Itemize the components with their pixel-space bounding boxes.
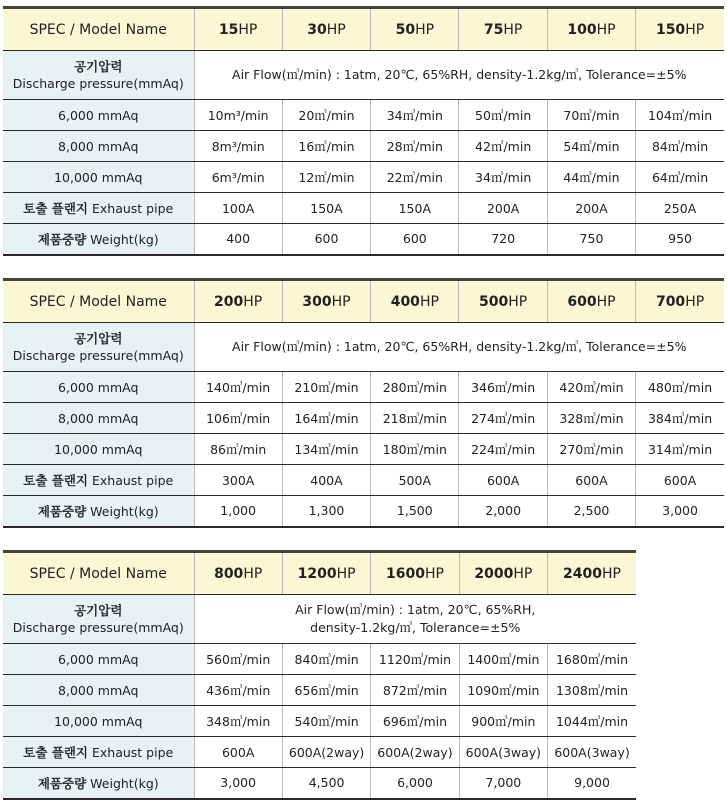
table-cell: 42㎥/min	[459, 131, 547, 162]
pressure-header-row	[3, 323, 724, 372]
pressure-label: 공기압력 Discharge pressure(mmAq)	[3, 595, 194, 644]
table-cell: 164㎥/min	[282, 403, 370, 434]
table-row	[3, 372, 724, 403]
table-cell: 270㎥/min	[547, 434, 635, 465]
table-cell: 200A	[459, 193, 547, 224]
table-cell: 600A(3way)	[548, 737, 636, 768]
table-cell: 140㎥/min	[194, 372, 282, 403]
pressure-8000-label: 8,000 mmAq	[3, 675, 194, 706]
table-cell: 10m³/min	[194, 100, 282, 131]
table-cell: 400	[194, 224, 282, 255]
table-cell: 8m³/min	[194, 131, 282, 162]
model-30hp: 30HP	[282, 8, 370, 51]
pressure-10000-label: 10,000 mmAq	[3, 434, 194, 465]
pressure-label: 공기압력 Discharge pressure(mmAq)	[3, 51, 194, 100]
table-cell: 420㎥/min	[547, 372, 635, 403]
table-row	[3, 100, 724, 131]
table-cell: 2,000	[459, 496, 547, 527]
table-cell: 34㎥/min	[459, 162, 547, 193]
table-cell: 600A	[547, 465, 635, 496]
table-cell: 656㎥/min	[282, 675, 370, 706]
table-cell: 872㎥/min	[371, 675, 459, 706]
pressure-8000-label: 8,000 mmAq	[3, 131, 194, 162]
pressure-header-row	[3, 595, 636, 644]
model-header-row	[3, 280, 724, 323]
weight-label: 제품중량 Weight(kg)	[3, 224, 194, 255]
model-200hp: 200HP	[194, 280, 282, 323]
exhaust-row	[3, 465, 724, 496]
table-cell: 384㎥/min	[636, 403, 724, 434]
table-cell: 600	[371, 224, 459, 255]
table-cell: 86㎥/min	[194, 434, 282, 465]
table-cell: 218㎥/min	[371, 403, 459, 434]
table-cell: 600A(2way)	[282, 737, 370, 768]
airflow-note: Air Flow(㎥/min) : 1atm, 20℃, 65%RH, density-1.2kg/㎥, Tolerance=±5%	[194, 51, 724, 100]
table-row	[3, 675, 636, 706]
table-cell: 6m³/min	[194, 162, 282, 193]
table-cell: 1680㎥/min	[548, 644, 636, 675]
airflow-note: Air Flow(㎥/min) : 1atm, 20℃, 65%RH, density-1.2kg/㎥, Tolerance=±5%	[194, 323, 724, 372]
pressure-8000-label: 8,000 mmAq	[3, 403, 194, 434]
table-cell: 150A	[282, 193, 370, 224]
table-cell: 224㎥/min	[459, 434, 547, 465]
table-cell: 400A	[282, 465, 370, 496]
table-cell: 750	[547, 224, 635, 255]
table-cell: 300A	[194, 465, 282, 496]
table-cell: 840㎥/min	[282, 644, 370, 675]
table-cell: 540㎥/min	[282, 706, 370, 737]
table-cell: 70㎥/min	[547, 100, 635, 131]
table-row	[3, 706, 636, 737]
table-cell: 600A	[636, 465, 724, 496]
table-cell: 106㎥/min	[194, 403, 282, 434]
table-cell: 3,000	[194, 768, 282, 799]
table-row	[3, 434, 724, 465]
spec-model-label: SPEC / Model Name	[3, 280, 194, 323]
table-cell: 34㎥/min	[371, 100, 459, 131]
model-15hp: 15HP	[194, 8, 282, 51]
table-cell: 16㎥/min	[282, 131, 370, 162]
table-row	[3, 131, 724, 162]
table-cell: 560㎥/min	[194, 644, 282, 675]
spec-table-2	[3, 278, 724, 528]
table-cell: 274㎥/min	[459, 403, 547, 434]
table-cell: 314㎥/min	[636, 434, 724, 465]
exhaust-row	[3, 193, 724, 224]
model-header-row	[3, 552, 636, 595]
pressure-10000-label: 10,000 mmAq	[3, 162, 194, 193]
model-400hp: 400HP	[371, 280, 459, 323]
spec-model-label: SPEC / Model Name	[3, 552, 194, 595]
weight-row	[3, 496, 724, 527]
table-cell: 28㎥/min	[371, 131, 459, 162]
table-cell: 1,000	[194, 496, 282, 527]
table-cell: 346㎥/min	[459, 372, 547, 403]
spec-table-3	[3, 550, 636, 800]
exhaust-label: 토출 플랜지 Exhaust pipe	[3, 465, 194, 496]
table-cell: 1,300	[282, 496, 370, 527]
spec-table-1	[3, 6, 724, 256]
table-cell: 64㎥/min	[636, 162, 724, 193]
table-cell: 22㎥/min	[371, 162, 459, 193]
table-cell: 1400㎥/min	[459, 644, 547, 675]
table-cell: 280㎥/min	[371, 372, 459, 403]
model-2000hp: 2000HP	[459, 552, 547, 595]
table-cell: 3,000	[636, 496, 724, 527]
table-cell: 600A	[459, 465, 547, 496]
table-cell: 1308㎥/min	[548, 675, 636, 706]
model-75hp: 75HP	[459, 8, 547, 51]
weight-label: 제품중량 Weight(kg)	[3, 768, 194, 799]
table-cell: 200A	[547, 193, 635, 224]
model-700hp: 700HP	[636, 280, 724, 323]
table-cell: 328㎥/min	[547, 403, 635, 434]
table-cell: 720	[459, 224, 547, 255]
table-cell: 600	[282, 224, 370, 255]
weight-label: 제품중량 Weight(kg)	[3, 496, 194, 527]
table-cell: 104㎥/min	[636, 100, 724, 131]
model-1600hp: 1600HP	[371, 552, 459, 595]
table-cell: 1044㎥/min	[548, 706, 636, 737]
table-cell: 54㎥/min	[547, 131, 635, 162]
pressure-6000-label: 6,000 mmAq	[3, 644, 194, 675]
table-cell: 6,000	[371, 768, 459, 799]
weight-row	[3, 768, 636, 799]
table-cell: 100A	[194, 193, 282, 224]
table-cell: 7,000	[459, 768, 547, 799]
exhaust-label: 토출 플랜지 Exhaust pipe	[3, 737, 194, 768]
table-cell: 500A	[371, 465, 459, 496]
table-row	[3, 403, 724, 434]
pressure-10000-label: 10,000 mmAq	[3, 706, 194, 737]
table-cell: 210㎥/min	[282, 372, 370, 403]
table-cell: 900㎥/min	[459, 706, 547, 737]
table-cell: 9,000	[548, 768, 636, 799]
model-600hp: 600HP	[547, 280, 635, 323]
table-cell: 348㎥/min	[194, 706, 282, 737]
table-cell: 50㎥/min	[459, 100, 547, 131]
table-cell: 4,500	[282, 768, 370, 799]
model-100hp: 100HP	[547, 8, 635, 51]
spec-model-label: SPEC / Model Name	[3, 8, 194, 51]
table-cell: 20㎥/min	[282, 100, 370, 131]
table-cell: 84㎥/min	[636, 131, 724, 162]
table-cell: 1090㎥/min	[459, 675, 547, 706]
model-1200hp: 1200HP	[282, 552, 370, 595]
pressure-header-row	[3, 51, 724, 100]
table-cell: 12㎥/min	[282, 162, 370, 193]
model-150hp: 150HP	[636, 8, 724, 51]
table-cell: 180㎥/min	[371, 434, 459, 465]
table-cell: 436㎥/min	[194, 675, 282, 706]
exhaust-label: 토출 플랜지 Exhaust pipe	[3, 193, 194, 224]
table-cell: 600A(3way)	[459, 737, 547, 768]
pressure-label: 공기압력 Discharge pressure(mmAq)	[3, 323, 194, 372]
table-cell: 950	[636, 224, 724, 255]
table-cell: 1120㎥/min	[371, 644, 459, 675]
table-cell: 696㎥/min	[371, 706, 459, 737]
table-cell: 2,500	[547, 496, 635, 527]
table-cell: 480㎥/min	[636, 372, 724, 403]
table-row	[3, 162, 724, 193]
table-cell: 1,500	[371, 496, 459, 527]
table-row	[3, 644, 636, 675]
weight-row	[3, 224, 724, 255]
model-500hp: 500HP	[459, 280, 547, 323]
model-2400hp: 2400HP	[548, 552, 636, 595]
table-cell: 150A	[371, 193, 459, 224]
pressure-6000-label: 6,000 mmAq	[3, 372, 194, 403]
table-cell: 44㎥/min	[547, 162, 635, 193]
airflow-note: Air Flow(㎥/min) : 1atm, 20℃, 65%RH, density-1.2kg/㎥, Tolerance=±5%	[194, 595, 636, 644]
exhaust-row	[3, 737, 636, 768]
model-50hp: 50HP	[371, 8, 459, 51]
table-cell: 600A	[194, 737, 282, 768]
model-800hp: 800HP	[194, 552, 282, 595]
model-300hp: 300HP	[282, 280, 370, 323]
table-cell: 250A	[636, 193, 724, 224]
pressure-6000-label: 6,000 mmAq	[3, 100, 194, 131]
table-cell: 600A(2way)	[371, 737, 459, 768]
model-header-row	[3, 8, 724, 51]
table-cell: 134㎥/min	[282, 434, 370, 465]
